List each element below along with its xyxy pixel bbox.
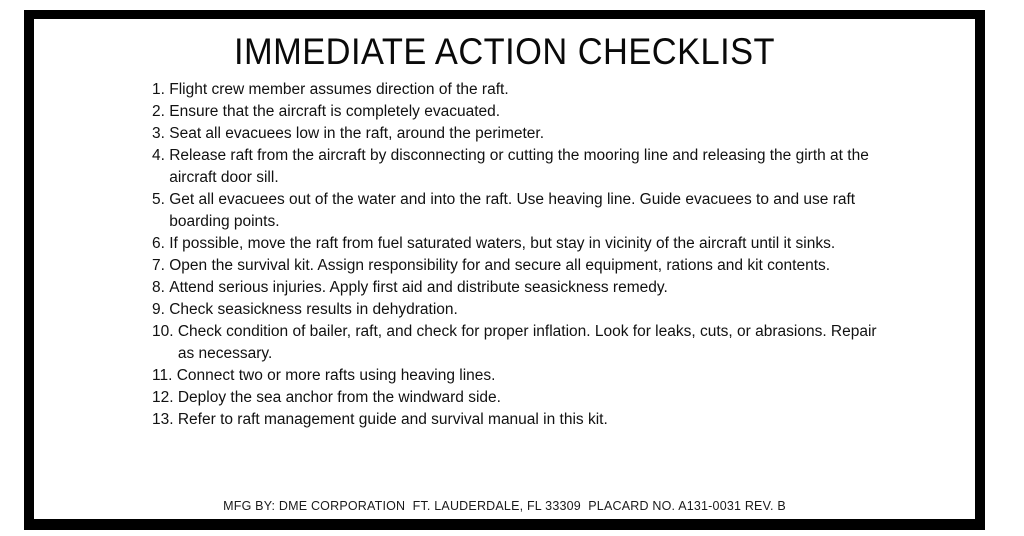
item-number: 4. <box>152 147 170 164</box>
placard-title: IMMEDIATE ACTION CHECKLIST <box>233 31 776 72</box>
item-number: 11. <box>152 367 177 384</box>
checklist-item <box>152 321 892 365</box>
item-number: 10. <box>152 323 178 340</box>
item-number: 5. <box>152 191 170 208</box>
checklist-item <box>152 123 892 145</box>
item-text: Refer to raft management guide and survival manual in this kit. <box>177 411 608 428</box>
item-text: Ensure that the aircraft is completely evacuated. <box>169 103 501 120</box>
item-number: 9. <box>152 301 170 318</box>
manufacturer-footer: MFG BY: DME CORPORATION FT. LAUDERDALE, FL 33309 PLACARD NO. A131-0031 REV. B <box>223 499 786 513</box>
item-text: Open the survival kit. Assign responsibility for and secure all equipment, rations and kit contents. <box>169 257 831 274</box>
item-text: Check condition of bailer, raft, and check for proper inflation. Look for leaks, cuts, or abrasions. Repair as necessary. <box>177 323 877 362</box>
item-number: 6. <box>152 235 170 252</box>
checklist-placard <box>24 10 985 530</box>
checklist-item <box>152 145 892 189</box>
checklist-item <box>152 387 892 409</box>
item-text: Release raft from the aircraft by disconnecting or cutting the mooring line and releasing the girth at the aircraft door sill. <box>169 147 869 186</box>
item-number: 13. <box>152 411 178 428</box>
item-text: If possible, move the raft from fuel saturated waters, but stay in vicinity of the aircraft until it sinks. <box>169 235 836 252</box>
checklist-item <box>152 277 892 299</box>
item-number: 2. <box>152 103 170 120</box>
item-number: 8. <box>152 279 170 296</box>
checklist-item <box>152 409 892 431</box>
item-text: Flight crew member assumes direction of the raft. <box>169 81 509 98</box>
checklist <box>152 79 892 431</box>
checklist-item <box>152 101 892 123</box>
item-number: 3. <box>152 125 170 142</box>
checklist-item <box>152 189 892 233</box>
item-number: 12. <box>152 389 178 406</box>
item-text: Seat all evacuees low in the raft, around the perimeter. <box>169 125 545 142</box>
item-text: Attend serious injuries. Apply first aid and distribute seasickness remedy. <box>169 279 668 296</box>
item-text: Connect two or more rafts using heaving lines. <box>176 367 496 384</box>
item-text: Get all evacuees out of the water and into the raft. Use heaving line. Guide evacuees to and use raft boarding points. <box>169 191 856 230</box>
checklist-item <box>152 365 892 387</box>
checklist-item <box>152 233 892 255</box>
checklist-item <box>152 79 892 101</box>
checklist-item <box>152 299 892 321</box>
item-text: Deploy the sea anchor from the windward side. <box>177 389 501 406</box>
item-number: 7. <box>152 257 170 274</box>
checklist-item <box>152 255 892 277</box>
item-number: 1. <box>152 81 170 98</box>
item-text: Check seasickness results in dehydration. <box>169 301 458 318</box>
